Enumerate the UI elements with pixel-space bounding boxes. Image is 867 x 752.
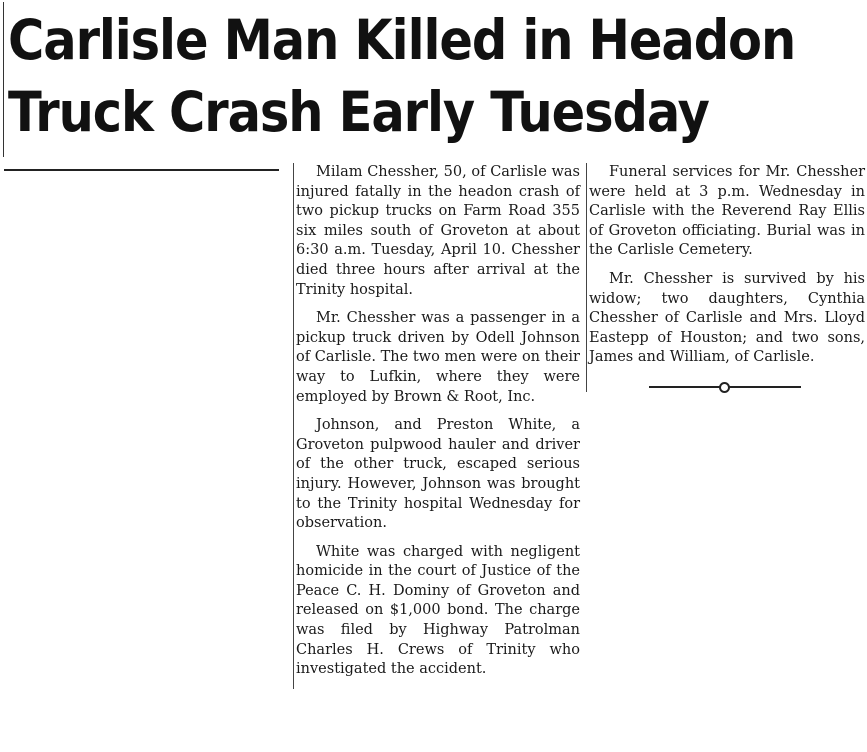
paragraph: White was charged with negligent homicide in the court of Justice of the Peace C. H. Dominy of Groveton and released on $1,000 bond. The charge was filed by Highway Patrolman Charles H. Crews of Trinity who investigated the accident. xyxy=(296,543,580,678)
paragraph: Milam Chessher, 50, of Carlisle was injured fatally in the headon crash of two pickup trucks on Farm Road 355 six miles south of Groveton at about 6:30 a.m. Tuesday, April 10. Chessher died three hours after arrival at the Trinity hospital. xyxy=(296,164,580,298)
headline-line-1: Carlisle Man Killed in Headon xyxy=(8,8,796,72)
paragraph: Johnson, and Preston White, a Groveton pulpwood hauler and driver of the other truck, escaped serious injury. However, Johnson was brought to the Trinity hospital Wednesday for observation. xyxy=(296,417,580,532)
end-mark-circle-icon xyxy=(719,382,730,393)
headline xyxy=(8,4,796,148)
paragraph: Mr. Chessher is survived by his widow; two daughters, Cynthia Chessher of Carlisle and Mrs. Lloyd Eastepp of Houston; and two sons, James and William, of Carlisle. xyxy=(589,270,865,366)
headline-line-2: Truck Crash Early Tuesday xyxy=(8,80,709,144)
end-of-article-mark xyxy=(649,382,801,392)
paragraph: Funeral services for Mr. Chessher were held at 3 p.m. Wednesday in Carlisle with the Reverend Ray Ellis of Groveton officiating. Burial was in the Carlisle Cemetery. xyxy=(589,164,865,259)
headline-underline-rule xyxy=(4,169,279,171)
left-border-rule xyxy=(3,2,4,157)
paragraph: Mr. Chessher was a passenger in a pickup truck driven by Odell Johnson of Carlisle. The two men were on their way to Lufkin, where they were employed by Brown & Root, Inc. xyxy=(296,310,580,405)
article-column-2 xyxy=(586,163,865,392)
article-column-1 xyxy=(293,163,580,689)
